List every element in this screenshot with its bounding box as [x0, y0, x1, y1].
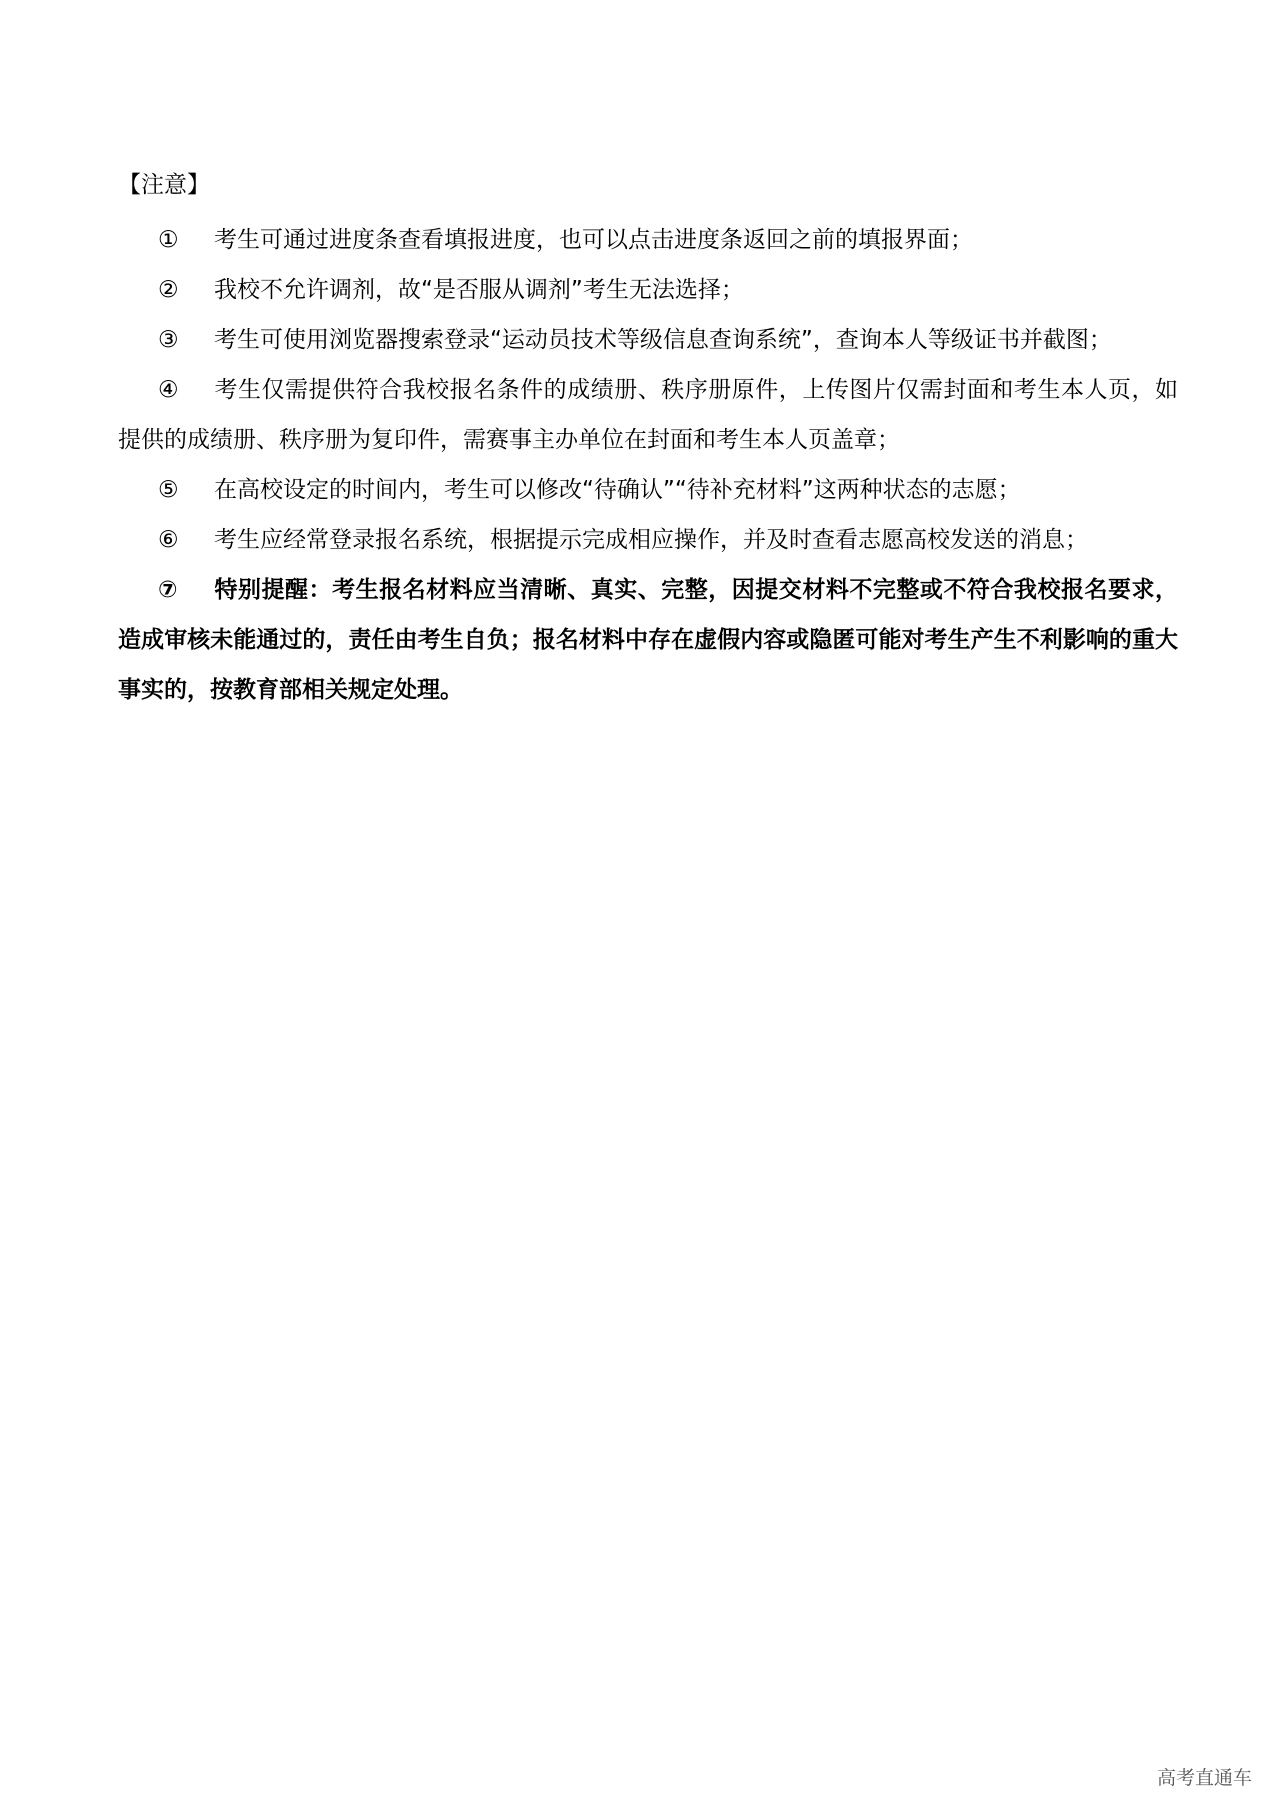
item-text: 我校不允许调剂，故“是否服从调剂”考生无法选择；	[214, 277, 744, 303]
notice-item-7-special-reminder	[118, 565, 1178, 715]
item-number: ②	[158, 277, 179, 303]
item-text: 考生仅需提供符合我校报名条件的成绩册、秩序册原件，上传图片仅需封面和考生本人页，如提供的成绩册、秩序册为复印件，需赛事主办单位在封面和考生本人页盖章；	[118, 377, 1178, 453]
notice-item-4	[118, 365, 1178, 465]
notice-heading: 【注意】	[118, 172, 210, 198]
notice-item-2	[118, 265, 1178, 315]
notice-item-5	[118, 465, 1178, 515]
item-text: 在高校设定的时间内，考生可以修改“待确认”“待补充材料”这两种状态的志愿；	[214, 477, 1021, 503]
notice-section	[118, 165, 1178, 715]
item-text: 考生可使用浏览器搜索登录“运动员技术等级信息查询系统”，查询本人等级证书并截图；	[214, 327, 1112, 353]
watermark-label: 高考直通车	[1156, 1767, 1252, 1789]
notice-item-6	[118, 515, 1178, 565]
item-number: ③	[158, 327, 179, 353]
notice-item-1	[118, 215, 1178, 265]
item-text: 特别提醒：考生报名材料应当清晰、真实、完整，因提交材料不完整或不符合我校报名要求，造成审核未能通过的，责任由考生自负；报名材料中存在虚假内容或隐匿可能对考生产生不利影响的重大事实的，按教育部相关规定处理。	[118, 577, 1178, 703]
item-number: ⑥	[158, 527, 179, 553]
item-number: ⑦	[158, 577, 178, 603]
item-text: 考生应经常登录报名系统，根据提示完成相应操作，并及时查看志愿高校发送的消息；	[214, 527, 1088, 553]
item-number: ①	[158, 227, 179, 253]
notice-item-3	[118, 315, 1178, 365]
item-text: 考生可通过进度条查看填报进度，也可以点击进度条返回之前的填报界面；	[214, 227, 973, 253]
item-number: ④	[158, 377, 179, 403]
item-number: ⑤	[158, 477, 179, 503]
